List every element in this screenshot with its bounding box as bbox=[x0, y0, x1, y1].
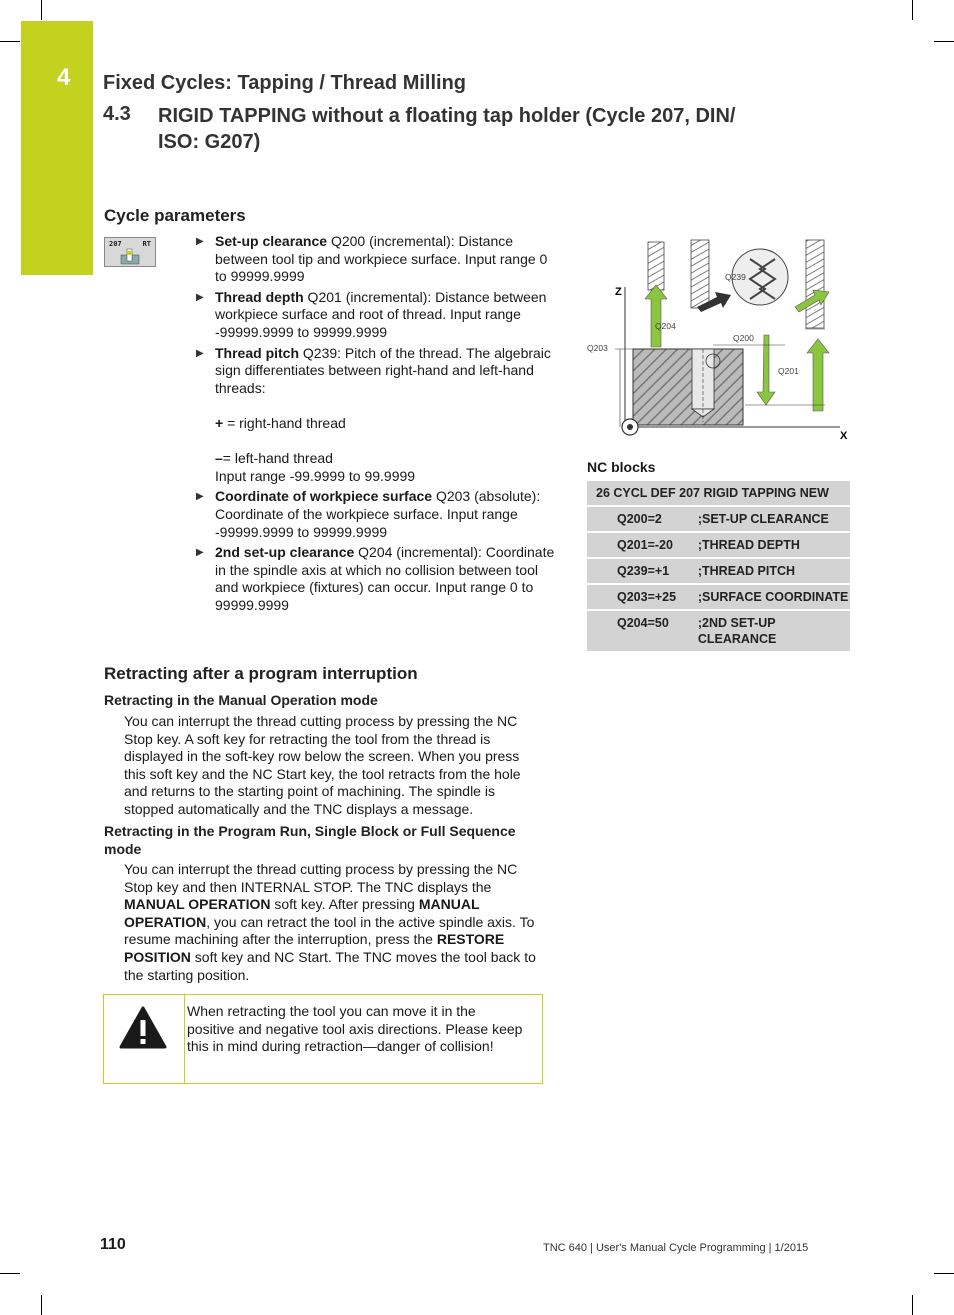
warning-divider bbox=[184, 995, 185, 1083]
warning-box bbox=[103, 994, 543, 1084]
minus-text: = left-hand thread bbox=[222, 450, 333, 467]
param-range: Input range -99.9999 to 99.9999 bbox=[215, 467, 416, 484]
text-run: soft key and NC Start. The TNC moves the tool back to the starting position. bbox=[124, 948, 536, 983]
chapter-tab bbox=[21, 21, 93, 275]
bullet-triangle-icon: ▶ bbox=[196, 291, 204, 303]
q201-label: Q201 bbox=[778, 366, 799, 376]
bullet-triangle-icon: ▶ bbox=[196, 547, 204, 559]
crop-mark bbox=[41, 1295, 42, 1315]
nc-param-cell: Q203=+25 bbox=[587, 584, 698, 610]
nc-comment-cell: ;THREAD PITCH bbox=[698, 558, 850, 584]
page-number: 110 bbox=[100, 1236, 126, 1253]
chapter-title: Fixed Cycles: Tapping / Thread Milling bbox=[103, 72, 467, 94]
bullet-triangle-icon: ▶ bbox=[196, 236, 204, 247]
param-item bbox=[192, 544, 557, 614]
tapping-diagram bbox=[585, 237, 853, 447]
param-desc: Q204 (incremental): Coordinate in the spindle axis at which no collision between tool and workpiece (fixtures) can occur. Input range 0 to 99999.9999 bbox=[215, 544, 555, 613]
crop-mark bbox=[0, 41, 20, 42]
q239-label: Q239 bbox=[725, 272, 746, 282]
param-item bbox=[192, 345, 557, 486]
softkey-name: MANUAL OPERATION bbox=[124, 896, 480, 930]
table-row bbox=[587, 532, 850, 558]
crop-mark bbox=[912, 0, 913, 20]
nc-blocks-table bbox=[587, 481, 850, 653]
plus-sign: + bbox=[215, 414, 224, 431]
nc-header-cell: 26 CYCL DEF 207 RIGID TAPPING NEW bbox=[587, 481, 850, 506]
nc-comment-cell: ;2ND SET-UP CLEARANCE bbox=[698, 610, 850, 652]
param-sub bbox=[215, 450, 557, 468]
manual-mode-heading: Retracting in the Manual Operation mode bbox=[104, 692, 378, 708]
program-run-text bbox=[124, 861, 542, 984]
table-row bbox=[587, 558, 850, 584]
param-desc: Q239: Pitch of the thread. The algebraic sign differentiates between right-hand and left-hand threads: bbox=[215, 344, 551, 396]
param-desc: Q203 (absolute): Coordinate of the workpiece surface. Input range -99999.9999 to 99999.9999 bbox=[215, 488, 541, 540]
param-name: Set-up clearance bbox=[215, 233, 328, 249]
param-sub bbox=[215, 415, 557, 433]
plus-text: = right-hand thread bbox=[223, 414, 346, 431]
bullet-triangle-icon: ▶ bbox=[196, 347, 204, 359]
q203-label: Q203 bbox=[587, 343, 608, 353]
nc-param-cell: Q200=2 bbox=[587, 506, 698, 532]
param-name: Thread depth bbox=[215, 288, 304, 305]
param-name: Thread pitch bbox=[215, 344, 300, 361]
warning-triangle-icon bbox=[118, 1005, 168, 1051]
section-title: RIGID TAPPING without a floating tap holder (Cycle 207, DIN/ ISO: G207) bbox=[158, 105, 736, 153]
nc-blocks-heading: NC blocks bbox=[587, 459, 656, 475]
section-number: 4.3 bbox=[103, 103, 131, 125]
cycle-parameters-heading: Cycle parameters bbox=[104, 206, 246, 225]
minus-sign: – bbox=[215, 450, 223, 467]
param-item bbox=[192, 289, 557, 342]
param-item bbox=[192, 233, 557, 286]
q204-label: Q204 bbox=[655, 321, 676, 331]
crop-mark bbox=[0, 1273, 20, 1274]
crop-mark bbox=[912, 1295, 913, 1315]
softkey-name: MANUAL OPERATION bbox=[124, 896, 271, 913]
table-header-row bbox=[587, 481, 850, 506]
footer-text: TNC 640 | User's Manual Cycle Programming | 1/2015 bbox=[543, 1242, 809, 1254]
param-item bbox=[192, 488, 557, 541]
nc-param-cell: Q204=50 bbox=[587, 610, 698, 652]
nc-comment-cell: ;SET-UP CLEARANCE bbox=[698, 506, 850, 532]
warning-text: When retracting the tool you can move it in the positive and negative tool axis directions. Please keep this in mind during retraction—danger of collision! bbox=[187, 1003, 523, 1055]
icon-label: 207 bbox=[109, 240, 122, 248]
nc-comment-cell: ;THREAD DEPTH bbox=[698, 532, 850, 558]
crop-mark bbox=[934, 41, 954, 42]
z-axis-label: Z bbox=[615, 286, 622, 298]
text-run: You can interrupt the thread cutting process by pressing the NC Stop key and then INTERNAL STOP. The TNC displays the bbox=[124, 861, 518, 895]
icon-label: RT bbox=[142, 240, 151, 248]
table-row bbox=[587, 584, 850, 610]
nc-param-cell: Q239=+1 bbox=[587, 558, 698, 584]
crop-mark bbox=[41, 0, 42, 20]
nc-param-cell: Q201=-20 bbox=[587, 532, 698, 558]
param-desc: Q200 (incremental): Distance between tool tip and workpiece surface. Input range 0 to 99999.9999 bbox=[215, 233, 548, 285]
text-run: soft key. After pressing bbox=[270, 896, 419, 913]
param-desc: Q201 (incremental): Distance between workpiece surface and root of thread. Input range -99999.9999 to 99999.9999 bbox=[215, 288, 547, 340]
cycle-parameter-list bbox=[192, 233, 557, 617]
nc-comment-cell: ;SURFACE COORDINATE bbox=[698, 584, 850, 610]
chapter-number: 4 bbox=[57, 64, 71, 91]
crop-mark bbox=[934, 1273, 954, 1274]
retracting-heading: Retracting after a program interruption bbox=[104, 664, 418, 683]
q200-label: Q200 bbox=[733, 333, 754, 343]
table-row bbox=[587, 506, 850, 532]
cycle-207-softkey-icon bbox=[104, 237, 156, 267]
table-row bbox=[587, 610, 850, 652]
param-name: Coordinate of workpiece surface bbox=[215, 488, 433, 505]
x-axis-label: X bbox=[840, 430, 848, 442]
manual-mode-text: You can interrupt the thread cutting process by pressing the NC Stop key. A soft key for retracting the tool from the thread is displayed in the soft-key row below the screen. When you press this soft key and the NC Start key, the tool retracts from the hole and returns to the starting point of machining. The spindle is stopped automatically and the TNC displays a message. bbox=[124, 713, 521, 817]
softkey-name: RESTORE POSITION bbox=[124, 931, 505, 965]
text-run: , you can retract the tool in the active spindle axis. To resume machining after the interruption, press the bbox=[124, 913, 535, 948]
bullet-triangle-icon: ▶ bbox=[196, 491, 204, 503]
param-name: 2nd set-up clearance bbox=[215, 544, 355, 561]
program-run-heading: Retracting in the Program Run, Single Block or Full Sequence mode bbox=[104, 823, 516, 857]
